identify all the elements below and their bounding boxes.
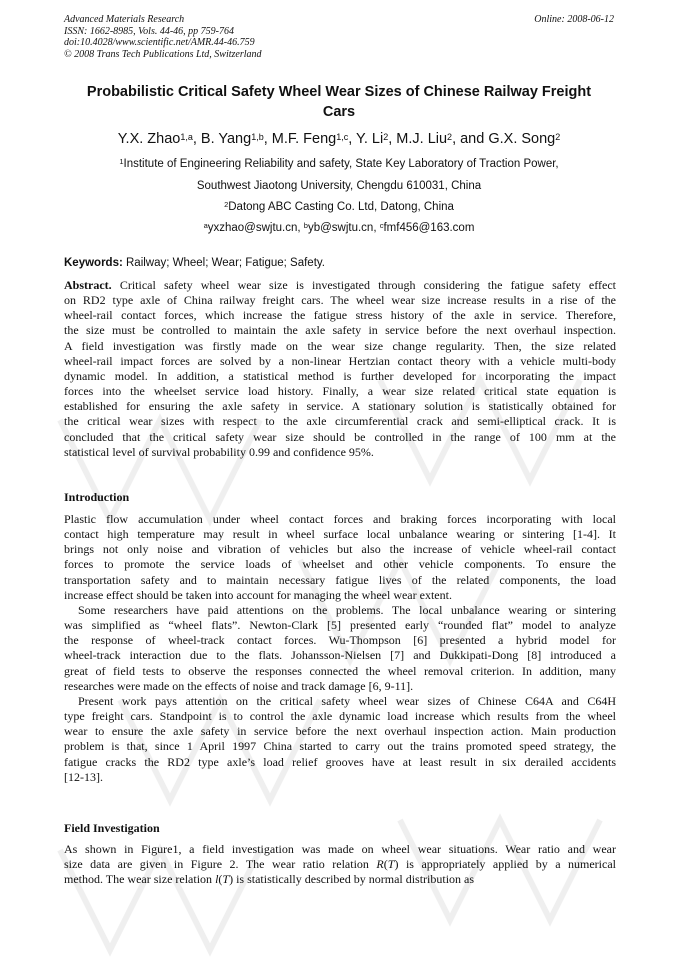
abstract-line: wheel-rail impact forces are solved by a non-linear Hertzian contact theory with a vehicle multi-body xyxy=(64,353,616,368)
author-affil-mark: 2 xyxy=(555,132,561,142)
journal-issn: ISSN: 1662-8985, Vols. 44-46, pp 759-764 xyxy=(64,25,234,37)
abstract-label: Abstract. xyxy=(64,278,112,292)
math-paren: ) xyxy=(394,857,399,872)
affil-mark: 2 xyxy=(224,200,229,209)
author-affil-mark: 1,a xyxy=(180,132,193,142)
author-affil-mark: 2 xyxy=(447,132,453,142)
author-name: Y. Li xyxy=(356,131,384,147)
email-link[interactable]: yb@swjtu.cn, xyxy=(307,222,380,234)
author-name: Y.X. Zhao xyxy=(117,131,181,147)
math-symbol: T xyxy=(387,857,395,872)
journal-name: Advanced Materials Research xyxy=(64,14,185,25)
email-link[interactable]: fmf456@163.com xyxy=(383,222,475,234)
affiliation-1-line-2: Southwest Jiaotong University, Chengdu 610031, China xyxy=(196,180,482,192)
body-line: Some researchers have paid attentions on the problems. The local unbalance wearing or sintering xyxy=(78,603,616,617)
abstract-line: wheel-rail contact forces, which increase the fatigue stress history of the axle in service. Therefore, xyxy=(64,308,616,323)
abstract-line: concluded that the critical safety wear size should be controlled in the range of 100 mm at the xyxy=(64,429,616,444)
abstract-line: A field investigation was firstly made on the wear size change regularity. Then, the size related xyxy=(64,338,616,353)
author-emails xyxy=(40,221,638,235)
email-mark: b xyxy=(303,221,308,230)
introduction-heading: Introduction xyxy=(64,490,130,504)
body-line: Plastic flow accumulation under wheel contact forces and braking forces incorporating with local xyxy=(64,512,616,526)
text-run: is statistically described by normal distribution as xyxy=(233,872,475,887)
paper-title xyxy=(60,82,618,122)
abstract-line: on RD2 type axle of China railway freight cars. The wheel wear size increase results in a rise of the xyxy=(64,293,616,308)
text-run: method. The wear size relation xyxy=(64,872,216,887)
introduction-paragraph-2 xyxy=(64,603,616,694)
title-line-1: Probabilistic Critical Safety Wheel Wear Sizes of Chinese Railway Freight xyxy=(86,84,592,100)
keywords xyxy=(64,257,616,269)
author-name: G.X. Song xyxy=(488,131,556,147)
author-name: M.F. Feng xyxy=(271,131,337,147)
author-sep: , xyxy=(388,131,397,147)
affil-mark: 1 xyxy=(119,157,124,166)
author-affil-mark: 1,b xyxy=(251,132,264,142)
abstract-line: established for ensuring the axle safety in service. A stationary solution is statistically obtained for xyxy=(64,399,616,414)
math-paren: ) xyxy=(229,872,234,887)
author-name: B. Yang xyxy=(200,131,252,147)
body-line: the response of wheel-track contact forces. Wu-Thompson [6] presented a hybrid model for xyxy=(64,633,616,648)
abstract-line: forces into the wheelset service load history. Finally, a wear size related critical state equation is xyxy=(64,384,616,399)
math-symbol: l xyxy=(215,872,219,887)
body-line: increase effect should be taken into account for managing the wheel wear extent. xyxy=(64,587,452,602)
keywords-text: Railway; Wheel; Wear; Fatigue; Safety. xyxy=(122,257,325,269)
abstract-line: the size must be controlled to maintain the axle safety in service before the next overhaul inspection. xyxy=(64,323,616,338)
author-sep: , xyxy=(192,131,201,147)
keywords-label: Keywords: xyxy=(64,257,123,269)
email-mark: a xyxy=(203,221,208,230)
body-line: great of field tests to observe the responses connected the wheel removal criterion. In addition, many xyxy=(64,663,616,678)
body-line: fatigue cracks the RD2 type axle’s load relief grooves have at least result in six derailed accidents xyxy=(64,754,616,769)
abstract-line: the critical wear sizes with respect to the axle circumferential crack and semi-elliptical crack. It is xyxy=(64,414,616,429)
abstract-line: dynamic model. In addition, a statistical method is further developed for incorporating the impact xyxy=(64,368,616,383)
author-sep: , xyxy=(348,131,357,147)
math-paren: ( xyxy=(383,857,388,872)
journal-doi[interactable]: doi:10.4028/www.scientific.net/AMR.44-46.759 xyxy=(64,37,255,48)
author-name: M.J. Liu xyxy=(396,131,448,147)
abstract-line: statistical level of survival probability 0.99 and confidence 95%. xyxy=(64,444,374,459)
body-line: Present work pays attention on the critical safety wheel wear sizes of Chinese C64A and C64H xyxy=(78,694,616,708)
body-line: type freight cars. Standpoint is to control the axle dynamic load increase which results from the wheel xyxy=(64,709,616,724)
author-sep: , xyxy=(263,131,272,147)
abstract xyxy=(64,278,616,460)
text-run: size data are given in Figure 2. The wear ratio relation xyxy=(64,857,377,872)
journal-copyright: © 2008 Trans Tech Publications Ltd, Switzerland xyxy=(64,48,262,60)
body-line: was simplified as “wheel flats”. Newton-Clark [5] presented early “rounded flat” model to analyze xyxy=(64,618,616,633)
body-line xyxy=(64,872,616,887)
body-line: brings not only noise and vibration of vehicles but also the increase of vehicle wheel-rail contact xyxy=(64,542,616,557)
email-link[interactable]: yxzhao@swjtu.cn, xyxy=(207,222,304,234)
body-line: problem is that, since 1 April 1997 China started to carry out the trains promoted speed strategy, the xyxy=(64,739,616,754)
affiliation-2 xyxy=(40,200,638,214)
body-line: wheel-track interaction due to the flats. Johansson-Nielsen [7] and Dukkipati-Dong [8] introduced a xyxy=(64,648,616,663)
body-line: [12-13]. xyxy=(64,769,103,784)
introduction-paragraph-3 xyxy=(64,694,616,785)
author-affil-mark: 1,c xyxy=(336,132,349,142)
body-line xyxy=(64,857,616,872)
math-symbol: R xyxy=(376,857,384,872)
text-run: is appropriately applied by a numerical xyxy=(398,857,616,872)
math-paren: ( xyxy=(218,872,223,887)
math-symbol: T xyxy=(222,872,230,887)
body-line: contact high temperature may result in wheel surface local unbalance wearing or sintering [1-4]. It xyxy=(64,527,616,542)
affiliation-1-line-1 xyxy=(40,157,638,171)
introduction-paragraph-1 xyxy=(64,512,616,603)
email-mark: c xyxy=(379,221,384,230)
affil-text: Institute of Engineering Reliability and safety, State Key Laboratory of Traction Power, xyxy=(123,158,559,170)
field-investigation-heading: Field Investigation xyxy=(64,821,160,835)
body-line: As shown in Figure1, a field investigation was made on wheel wear situations. Wear ratio and wear xyxy=(64,842,616,856)
body-line: wear to ensure the axle safety in service before the next overhaul inspection action. Main production xyxy=(64,724,616,739)
author-list xyxy=(40,130,638,148)
journal-info xyxy=(64,14,384,60)
body-line: transportation safety and to maintain necessary fatigue lives of the related components, the load xyxy=(64,572,616,587)
title-line-2: Cars xyxy=(322,104,356,120)
author-sep: , and xyxy=(452,131,489,147)
affil-text: Datong ABC Casting Co. Ltd, Datong, China xyxy=(228,201,454,213)
abstract-text: Critical safety wheel wear size is investigated through considering the fatigue safety effect xyxy=(111,278,616,292)
abstract-line xyxy=(64,278,616,293)
field-investigation-paragraph xyxy=(64,842,616,887)
author-affil-mark: 2 xyxy=(383,132,389,142)
online-date: Online: 2008-06-12 xyxy=(534,14,614,25)
body-line: forces to promote the service loads of wheelset and other vehicle components. To ensure the xyxy=(64,557,616,572)
body-line: researches were made on the effects of noise and track damage [6, 9-11]. xyxy=(64,678,414,693)
